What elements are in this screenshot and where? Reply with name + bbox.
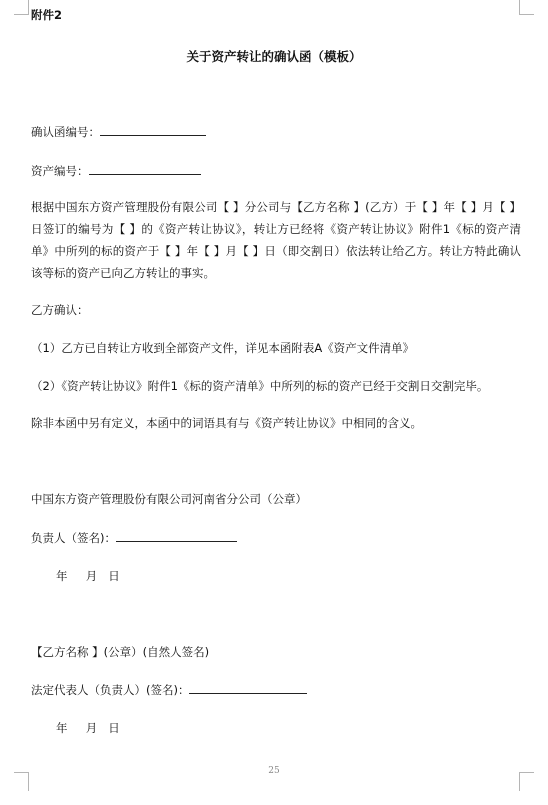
page-number: 25 — [268, 766, 280, 776]
confirm-item-1: （1）乙方已自转让方收到全部资产文件，详见本函附表A《资产文件清单》 — [31, 341, 415, 355]
definition-clause: 除非本函中另有定义，本函中的词语具有与《资产转让协议》中相同的含义。 — [31, 416, 422, 430]
confirmation-number-blank[interactable] — [100, 123, 206, 136]
asset-number-label: 资产编号： — [31, 164, 89, 178]
responsible-person-label: 负责人（签名)： — [31, 531, 116, 545]
legal-representative-signature-blank[interactable] — [189, 681, 307, 694]
asset-number-line — [31, 162, 201, 180]
transferor-seal-line: 中国东方资产管理股份有限公司河南省分公司（公章） — [31, 492, 307, 506]
legal-representative-line — [31, 681, 307, 699]
date-line-party-b: 年 月 日 — [56, 721, 120, 735]
confirm-item-2: （2）《资产转让协议》附件1《标的资产清单》中所列的标的资产已经于交割日交割完毕。 — [31, 379, 489, 393]
crop-mark-top-left — [14, 0, 29, 15]
legal-representative-label: 法定代表人（负责人）(签名)： — [31, 683, 190, 697]
responsible-person-line — [31, 529, 237, 547]
party-b-seal-line: 【乙方名称 】(公章）(自然人签名) — [31, 645, 210, 659]
attachment-label: 附件2 — [31, 8, 63, 22]
asset-number-blank[interactable] — [89, 162, 201, 175]
confirmation-number-line — [31, 123, 206, 141]
confirmation-number-label: 确认函编号： — [31, 125, 100, 139]
party-b-confirm-heading: 乙方确认： — [31, 303, 89, 317]
crop-mark-top-right — [519, 0, 534, 15]
date-line-transferor: 年 月 日 — [56, 569, 120, 583]
responsible-person-signature-blank[interactable] — [116, 529, 237, 542]
document-title: 关于资产转让的确认函（模板） — [186, 49, 362, 64]
main-paragraph: 根据中国东方资产管理股份有限公司【 】分公司与【乙方名称 】(乙方）于【 】年【 】月【 】日签订的编号为【 】的《资产转让协议》，转让方已经将《资产转让协议》附件1《标的资产清单》中所列的标的资产于【 】年【 】月【 】日（即交割日）依法转让给乙方。转让方特此确认该等标的资产已向乙方转让的事实。 — [31, 200, 521, 280]
